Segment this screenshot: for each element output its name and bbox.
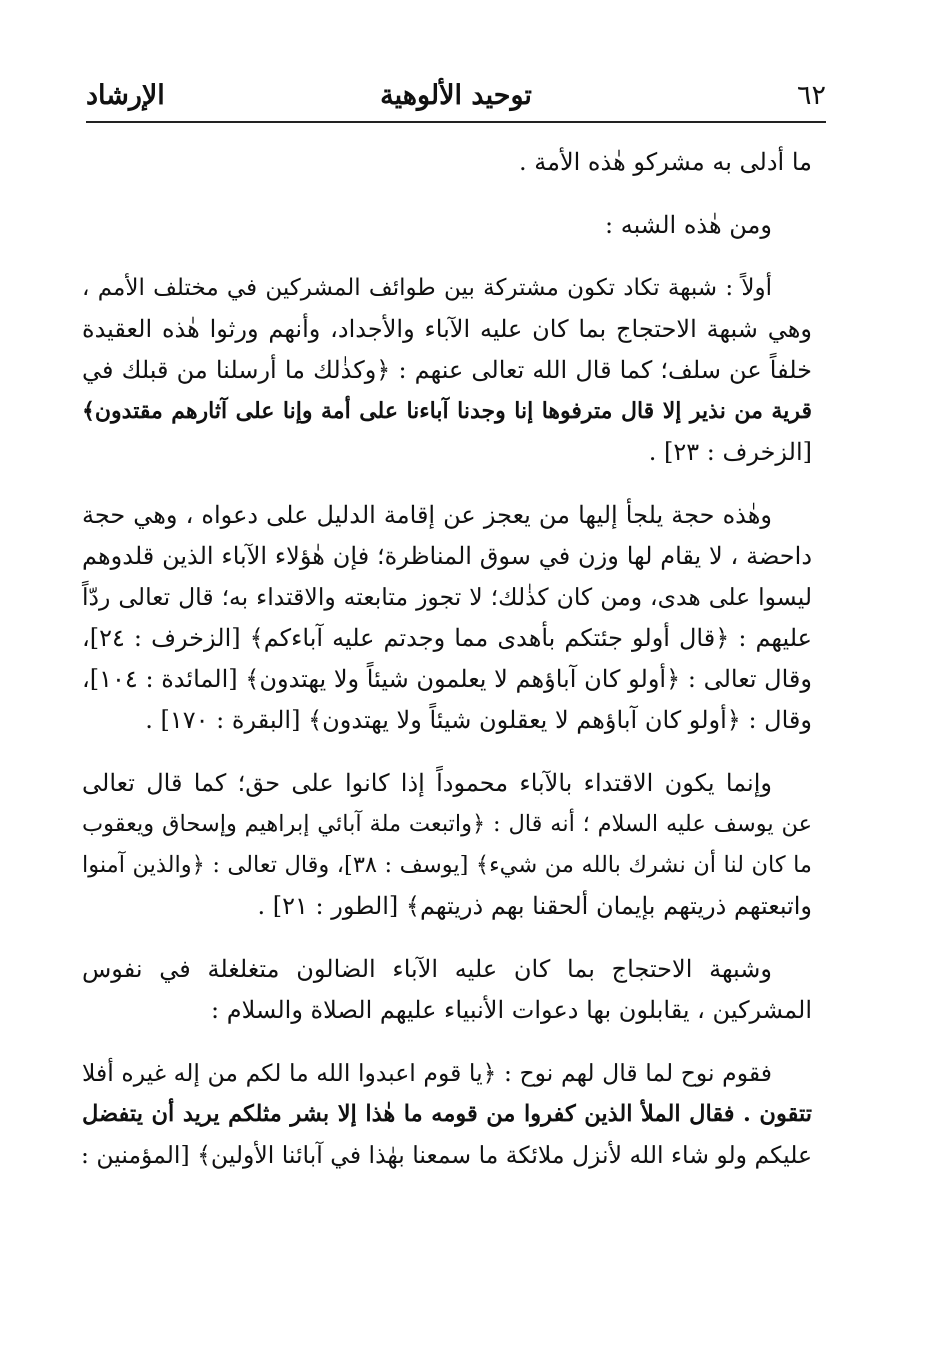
text-line: عليكم ولو شاء الله لأنزل ملائكة ما سمعنا بهٰذا في آبائنا الأولين﴾ [المؤمنين : (81, 1141, 812, 1169)
text-line: ما كان لنا أن نشرك بالله من شيء﴾ [يوسف : ٣٨]، وقال تعالى : ﴿والذين آمنوا (82, 852, 812, 878)
text-line: عليهم : ﴿قال أولو جئتكم بأهدى مما وجدتم عليه آباءكم﴾ [الزخرف : ٢٤]، (82, 624, 812, 652)
text-line: عن يوسف عليه السلام ؛ أنه قال : ﴿واتبعت ملة آبائي إبراهيم وإسحاق ويعقوب (82, 811, 812, 837)
text-line: أولاً : شبهة تكاد تكون مشتركة بين طوائف المشركين في مختلف الأمم ، (82, 275, 772, 301)
text-line: وهٰذه حجة يلجأ إليها من يعجز عن إقامة الدليل على دعواه ، وهي حجة (82, 501, 772, 529)
text-line: وإنما يكون الاقتداء بالآباء محموداً إذا كانوا على حق؛ كما قال تعالى (82, 769, 772, 797)
text-line: فقوم نوح لما قال لهم نوح : ﴿يا قوم اعبدوا الله ما لكم من إله غيره أفلا (82, 1059, 772, 1087)
page-body (82, 132, 812, 1176)
text-line: وقال : ﴿أولو كان آباؤهم لا يعقلون شيئاً ولا يهتدون﴾ [البقرة : ١٧٠] . (145, 706, 812, 734)
page-number: ٦٢ (796, 80, 826, 111)
text-line: المشركين ، يقابلون بها دعوات الأنبياء عليهم الصلاة والسلام : (211, 996, 812, 1024)
text-line: وهي شبهة الاحتجاج بما كان عليه الآباء والأجداد، وأنهم ورثوا هٰذه العقيدة (82, 315, 812, 343)
text-line: واتبعتهم ذريتهم بإيمان ألحقنا بهم ذريتهم﴾ [الطور : ٢١] . (257, 892, 812, 920)
quran-line: تتقون . فقال الملأ الذين كفروا من قومه ما هٰذا إلا بشر مثلكم يريد أن يتفضل (82, 1101, 812, 1127)
text-line: وشبهة الاحتجاج بما كان عليه الآباء الضالون متغلغلة في نفوس (82, 955, 772, 983)
quran-line: قرية من نذير إلا قال مترفوها إنا وجدنا آباءنا على أمة وإنا على آثارهم مقتدون﴾ (82, 398, 812, 424)
text-line: وقال تعالى : ﴿أولو كان آباؤهم لا يعلمون شيئاً ولا يهتدون﴾ [المائدة : ١٠٤]، (82, 665, 812, 693)
text-line: ما أدلى به مشركو هٰذه الأمة . (518, 148, 812, 176)
book-title: الإرشاد (86, 80, 165, 111)
text-line: خلفاً عن سلف؛ كما قال الله تعالى عنهم : ﴿وكذٰلك ما أرسلنا من قبلك في (82, 356, 812, 384)
text-line: ومن هٰذه الشبه : (604, 211, 772, 239)
header-rule (86, 121, 826, 123)
text-line: [الزخرف : ٢٣] . (648, 438, 812, 466)
chapter-title: توحيد الألوهية (380, 80, 532, 111)
text-line: داحضة ، لا يقام لها وزن في سوق المناظرة؛ فإن هٰؤلاء الآباء الذين قلدوهم (82, 542, 812, 570)
text-line: ليسوا على هدى، ومن كان كذٰلك؛ لا تجوز متابعته والاقتداء به؛ قال تعالى ردّاً (82, 583, 812, 611)
page-header (86, 72, 826, 120)
